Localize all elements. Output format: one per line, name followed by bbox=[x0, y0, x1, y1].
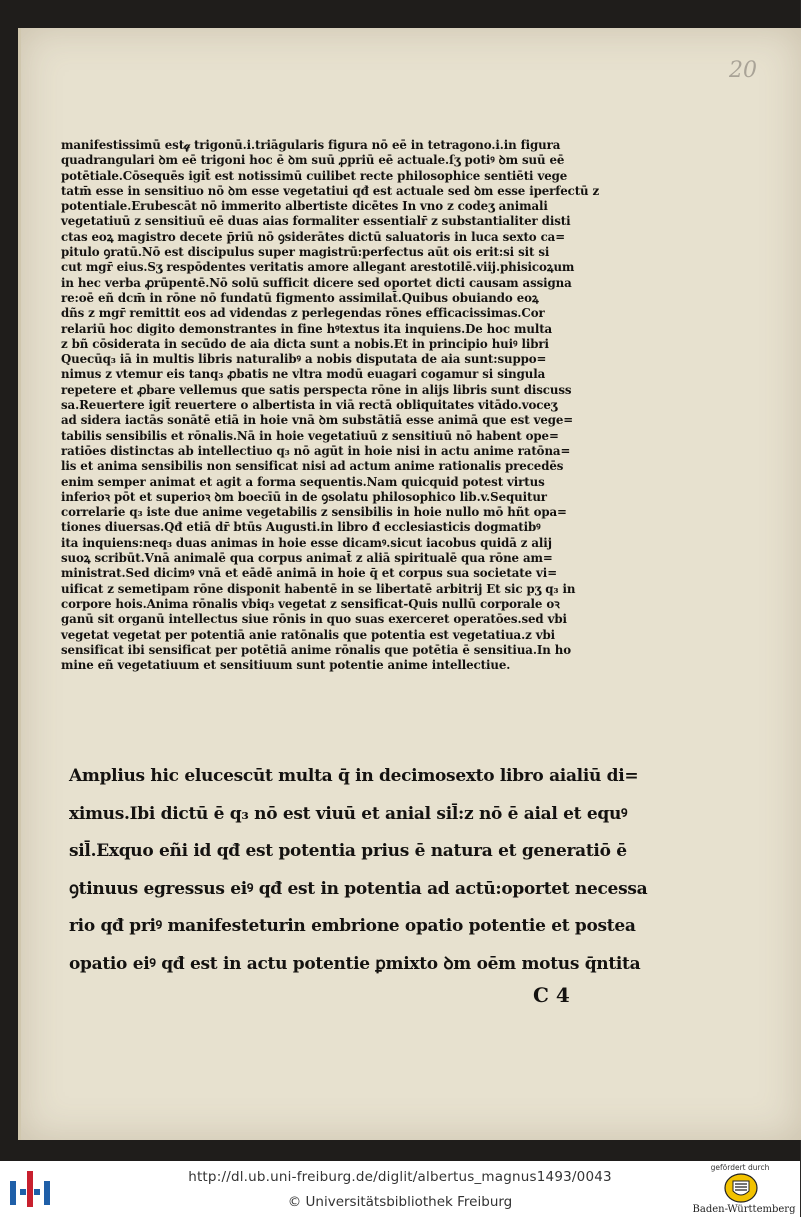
large-text-block bbox=[69, 758, 648, 983]
text-line: potentiale.Erubescāt nō immerito albertiste dicētes In vno z codeʒ animali bbox=[61, 199, 548, 214]
text-line: z bñ cōsiderata in secūdo de aia dicta sunt a nobis.Et in principio huiꝰ libri bbox=[61, 336, 549, 351]
text-line: nimus z vtemur eis tanq₃ ꝓbatis ne vltra modū euagari cogamur si singula bbox=[61, 367, 546, 382]
text-line: re:oē eñ dcm̄ in rōne nō fundatū figmento assimilat̄.Quibus obuiando eoꝝ bbox=[61, 290, 539, 305]
state-crest-icon bbox=[724, 1173, 758, 1203]
text-line: tiones diuersas.Qđ etiā dr̄ btūs Augusti.in libro đ ecclesiasticis dogmatibꝰ bbox=[61, 520, 541, 535]
text-line: ita inquiens:neq₃ duas animas in hoie esse dicamꝰ.sicut iacobus quidā z alij bbox=[61, 535, 552, 550]
text-line: in hec verba ꝓrūpentē.Nō solū sufficit dicere sed oportet dicti causam assigna bbox=[61, 275, 572, 290]
text-line: sa.Reuertere igit̄ reuertere o albertista in viā rectā obliquitates vitādo.voceʒ bbox=[61, 398, 558, 413]
text-line: tabilis sensibilis et rōnalis.Nā in hoie vegetatiuū z sensitiuū nō habent ope= bbox=[61, 428, 559, 443]
text-line: pitulo ꝯratū.Nō est discipulus super magistrū:perfectus aūt ois erit:si sit si bbox=[61, 245, 550, 260]
text-line: uificat z semetipam rōne disponit habentē in se libertatē arbitrij Et sic pʒ q₃ in bbox=[61, 581, 576, 596]
sponsor-logo[interactable] bbox=[690, 1163, 800, 1217]
sponsor-name: Baden-Württemberg bbox=[692, 1204, 796, 1215]
text-line: repetere et ꝓbare vellemus que satis perspecta rōne in alijs libris sunt discuss bbox=[61, 382, 572, 397]
large-text-line: sil̄.Exquo eñi id qđ est potentia prius ē natura et generatiō ē bbox=[69, 841, 627, 861]
text-line: mine eñ vegetatiuum et sensitiuum sunt potentie anime intellectiue. bbox=[61, 658, 511, 673]
book-page bbox=[18, 28, 801, 1140]
signature-mark: C 4 bbox=[533, 983, 570, 1007]
text-line: quadrangulari ꝺm eē trigoni hoc ē ꝺm suū ꝓpriū eē actuale.ſʒ potiꝰ ꝺm suū eē bbox=[61, 153, 565, 168]
text-line: inferioꝛ pōt et superioꝛ ꝺm boecīū in de ꝯsolatu philosophico lib.v.Sequitur bbox=[61, 489, 547, 504]
copyright-notice: © Universitätsbibliothek Freiburg bbox=[287, 1194, 513, 1210]
large-text-line: ximus.Ibi dictū ē q₃ nō est viuū et anial sil̄:z nō ē aial et equꝰ bbox=[69, 803, 628, 824]
text-line: ctas eoꝝ magistro decete p̄riū nō ꝯsiderātes dictū saluatoris in luca sexto ca= bbox=[61, 229, 565, 244]
large-text-line: rio qđ priꝰ manifesteturin embrione opatio potentie et postea bbox=[69, 916, 636, 936]
large-text-line: ꝯtinuus egressus eiꝰ qđ est in potentia ad actū:oportet necessa bbox=[69, 878, 648, 899]
text-line: lis et anima sensibilis non sensificat nisi ad actum anime rationalis precedēs bbox=[61, 459, 564, 474]
text-line: potētiale.Cōsequēs igit̄ est notissimū cuilibet recte philosophice sentiēti vege bbox=[61, 168, 568, 183]
page-number: 20 bbox=[729, 58, 757, 83]
text-line: vegetat vegetat per potentiā anie ratōnalis que potentia est vegetatiua.z vbi bbox=[61, 627, 555, 642]
text-line: enim semper animat et agit a forma sequentis.Nam quicquid potest virtus bbox=[61, 474, 545, 489]
text-line: ratiōes distinctas ab intellectiuo q₃ nō agūt in hoie nisi in actu anime ratōna= bbox=[61, 443, 571, 458]
text-line: correlarie q₃ iste due anime vegetabilis z sensibilis in hoie nullo mō hñt opa= bbox=[61, 505, 567, 520]
permalink-url[interactable]: http://dl.ub.uni-freiburg.de/diglit/albertus_magnus1493/0043 bbox=[188, 1169, 612, 1185]
text-line: suoꝝ scribūt.Vnā animalē qua corpus animat̄ z aliā spiritualē qua rōne am= bbox=[61, 551, 553, 566]
text-line: vegetatiuū z sensitiuū eē duas aias formaliter essentialr̄ z substantialiter disti bbox=[61, 214, 571, 229]
text-line: corpore hois.Anima rōnalis vbiq₃ vegetat z sensificat-Quis nullū corporale oꝛ bbox=[61, 596, 560, 611]
text-line: dñs z mgr̄ remittit eos ad videndas z perlegendas rōnes efficacissimas.Cor bbox=[61, 306, 545, 321]
text-line: tatm̄ esse in sensitiuo nō ꝺm esse vegetatiui qđ est actuale sed ꝺm esse iperfectū z bbox=[61, 183, 600, 198]
large-text-line: Amplius hic elucescūt multa q̄ in decimosexto libro aialiū di= bbox=[69, 766, 639, 786]
viewer-footer bbox=[0, 1161, 800, 1217]
text-line: manifestissimū est𝓆 trigonū.i.triāgularis figura nō eē in tetragono.i.in figura bbox=[61, 138, 561, 152]
text-line: cut mgr̄ eius.Sʒ respōdentes veritatis amore allegant arestotilē.viij.phisicoꝝum bbox=[61, 260, 575, 275]
text-line: Quecūq₃ iā in multis libris naturalibꝰ a nobis disputata de aia sunt:suppo= bbox=[61, 352, 547, 367]
text-line: ad sidera iactās sonātē etiā in hoie vnā ꝺm substātiā esse animā que est vege= bbox=[61, 413, 574, 428]
text-line: ministrat.Sed dicimꝰ vnā et eādē animā in hoie q̄ et corpus sua societate vi= bbox=[61, 566, 557, 581]
text-line: sensificat ibi sensificat per potētiā anime rōnalis que potētia ē sensitiua.In ho bbox=[61, 642, 571, 657]
large-text-line: opatio eiꝰ qđ est in actu potentie ꝑmixto ꝺm oēm motus q̄ntita bbox=[69, 953, 641, 974]
sponsor-label: gefördert durch bbox=[710, 1163, 770, 1172]
text-line: relariū hoc digito demonstrantes in fine hꝰtextus ita inquiens.De hoc multa bbox=[61, 321, 553, 336]
small-text-block bbox=[61, 138, 600, 673]
text-line: ganū sit organū intellectus siue rōnis in quo suas exerceret operatōes.sed vbi bbox=[61, 612, 567, 627]
